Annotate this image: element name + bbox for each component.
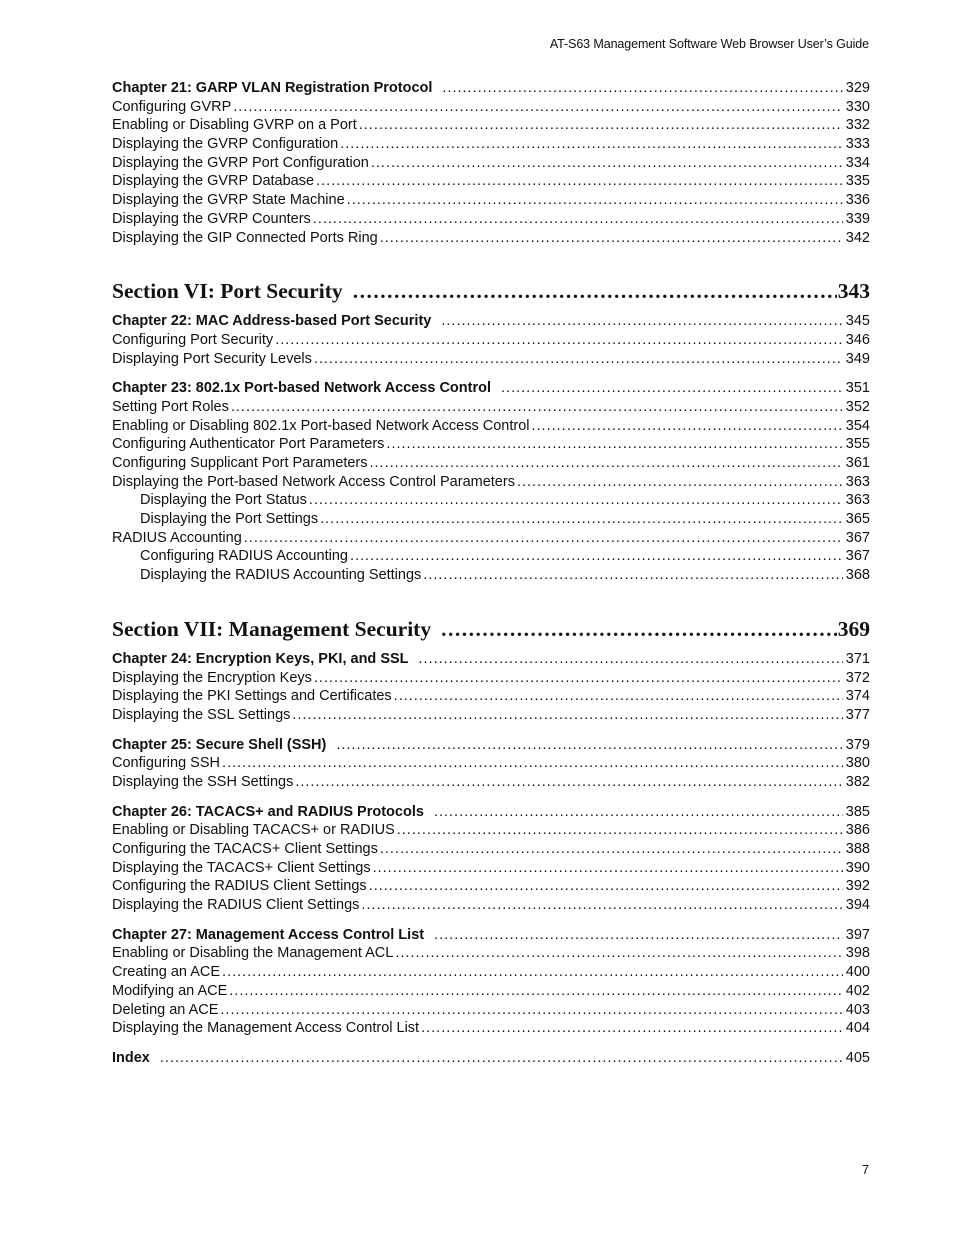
page-number: 7 [862,1163,869,1177]
toc-entry-title: Configuring Supplicant Port Parameters [112,455,368,471]
dot-leader [222,754,843,773]
dot-leader [442,79,842,98]
toc-entry-page-number: 367 [845,529,870,546]
dot-leader [295,773,842,792]
toc-chapter-entry-page-number: 345 [845,313,870,330]
dot-leader [231,398,843,417]
toc-entry[interactable] [112,417,870,436]
toc-entry[interactable] [112,454,870,473]
toc-entry-page-number: 354 [845,417,870,434]
toc-entry-title: Configuring Authenticator Port Parameters [112,436,385,453]
toc-entry-title: Displaying the GVRP Counters [112,210,311,227]
toc-entry[interactable] [112,877,870,896]
toc-entry[interactable] [112,754,870,773]
toc-entry-page-number: 394 [845,897,870,914]
toc-entry-page-number: 352 [845,398,870,415]
toc-entry[interactable] [112,840,870,859]
toc-chapter-entry-page-number: 379 [845,736,870,753]
dot-leader [347,191,843,210]
toc-entry-title: Deleting an ACE [112,1001,219,1018]
toc-entry-title: Displaying the SSH Settings [112,773,294,790]
toc-entry[interactable] [112,135,870,154]
toc-chapter-entry[interactable] [112,379,870,398]
dot-leader [373,859,843,878]
toc-entry-title: Displaying the Port Status [140,492,307,509]
dot-leader [353,277,837,305]
toc-entry-page-number: 380 [845,755,870,772]
toc-entry-title: Displaying the TACACS+ Client Settings [112,859,371,876]
toc-entry-page-number: 392 [845,878,870,895]
toc-entry-page-number: 388 [845,841,870,857]
toc-section-entry[interactable] [112,615,870,643]
toc-entry-title: Displaying the RADIUS Accounting Settings [140,567,422,584]
toc-entry[interactable] [112,398,870,417]
dot-leader [395,944,842,963]
dot-leader [441,615,837,643]
toc-entry[interactable] [112,896,870,915]
toc-entry-title: Setting Port Roles [112,398,229,415]
dot-leader [423,566,843,585]
toc-entry[interactable] [112,210,870,229]
toc-entry-page-number: 400 [845,964,870,981]
toc-entry[interactable] [112,331,870,350]
toc-entry-title: Displaying the Management Access Control List [112,1020,420,1037]
toc-entry-page-number: 382 [845,773,870,790]
toc-entry-page-number: 368 [845,567,870,584]
toc-chapter-entry-title: Chapter 24: Encryption Keys, PKI, and SSL [112,650,409,667]
toc-entry[interactable] [112,547,870,566]
dot-leader [336,736,842,755]
dot-leader [220,1001,842,1020]
toc-entry-page-number: 398 [845,945,870,962]
toc-entry-title: Displaying the GVRP Port Configuration [112,154,369,171]
toc-entry[interactable] [112,566,870,585]
toc-entry-title: Displaying the Port Settings [140,511,319,528]
dot-leader [292,706,842,725]
dot-leader [314,669,843,688]
toc-entry[interactable] [112,98,870,117]
toc-entry-page-number: 363 [845,492,870,509]
dot-leader [370,454,843,473]
toc-entry-title: Configuring GVRP [112,98,232,115]
dot-leader [501,379,843,398]
toc-chapter-entry-page-number: 351 [845,380,870,397]
toc-chapter-entry-title: Chapter 25: Secure Shell (SSH) [112,736,327,753]
dot-leader [275,331,843,350]
toc-entry-page-number: 386 [845,822,870,839]
toc-entry[interactable] [112,1019,870,1038]
dot-leader [371,154,843,173]
toc-section-entry-page-number: 343 [837,279,870,304]
toc-entry-page-number: 374 [845,688,870,705]
toc-entry[interactable] [112,172,870,191]
toc-entry-title: Modifying an ACE [112,982,228,999]
toc-entry[interactable] [112,529,870,548]
toc-chapter-entry[interactable] [112,1049,870,1068]
toc-entry-title: Configuring SSH [112,755,220,772]
toc-chapter-entry[interactable] [112,803,870,822]
toc-entry-page-number: 333 [845,136,870,153]
dot-leader [380,840,843,859]
toc-entry[interactable] [112,435,870,454]
toc-entry[interactable] [112,473,870,492]
dot-leader [160,1049,843,1068]
dot-leader [419,650,843,669]
toc-entry[interactable] [112,116,870,135]
dot-leader [386,435,842,454]
toc-entry-page-number: 403 [845,1001,870,1018]
toc-chapter-entry-title: Chapter 23: 802.1x Port-based Network Access Control [112,380,492,397]
toc-entry-title: Displaying the GVRP Configuration [112,136,339,153]
dot-leader [316,172,843,191]
dot-leader [394,687,843,706]
toc-entry-page-number: 372 [845,669,870,686]
toc-entry-page-number: 334 [845,154,870,171]
dot-leader [369,877,843,896]
toc-entry-page-number: 349 [845,350,870,367]
dot-leader [233,98,843,117]
toc-entry-title: Enabling or Disabling the Management ACL [112,945,394,962]
running-header: AT-S63 Management Software Web Browser User’s Guide [549,37,869,51]
toc-entry[interactable] [112,821,870,840]
dot-leader [517,473,843,492]
dot-leader [320,510,843,529]
toc-entry-page-number: 355 [845,436,870,453]
dot-leader [222,963,843,982]
dot-leader [434,803,843,822]
toc-section-entry[interactable] [112,277,870,305]
toc-chapter-entry-page-number: 405 [845,1049,870,1066]
toc-chapter-entry-title: Chapter 26: TACACS+ and RADIUS Protocols [112,803,424,820]
toc-entry[interactable] [112,773,870,792]
toc-entry-page-number: 402 [845,982,870,999]
toc-entry-title: Displaying the RADIUS Client Settings [112,897,360,914]
toc-entry-page-number: 377 [845,706,870,723]
toc-entry-page-number: 390 [845,859,870,876]
toc-chapter-entry-title: Chapter 27: Management Access Control List [112,926,425,943]
dot-leader [314,350,843,369]
toc-chapter-entry-page-number: 397 [845,926,870,943]
dot-leader [229,982,843,1001]
toc-entry-page-number: 346 [845,331,870,348]
toc-entry-page-number: 361 [845,455,870,471]
toc-entry[interactable] [112,350,870,369]
toc-entry-title: Configuring the TACACS+ Client Settings [112,841,378,857]
toc-entry-title: Displaying the Encryption Keys [112,669,312,686]
toc-entry-page-number: 367 [845,548,870,565]
toc-entry-title: Displaying the PKI Settings and Certificates [112,688,392,705]
dot-leader [313,210,843,229]
toc-entry-title: Displaying the Port-based Network Access Control Parameters [112,473,515,490]
toc-entry-title: Displaying the SSL Settings [112,706,291,723]
toc-chapter-entry-page-number: 329 [845,80,870,96]
toc-chapter-entry-title: Index [112,1049,150,1066]
table-of-contents [112,79,870,1068]
toc-chapter-entry-page-number: 385 [845,803,870,820]
toc-entry-page-number: 342 [845,229,870,246]
toc-entry-page-number: 339 [845,210,870,227]
toc-entry-title: Enabling or Disabling 802.1x Port-based Network Access Control [112,417,530,434]
toc-entry-title: Configuring RADIUS Accounting [140,548,348,565]
toc-entry-title: Enabling or Disabling GVRP on a Port [112,117,357,134]
toc-entry[interactable] [112,706,870,725]
toc-entry-title: Configuring Port Security [112,331,274,348]
toc-entry-title: Displaying the GVRP State Machine [112,192,345,209]
toc-entry[interactable] [112,510,870,529]
dot-leader [441,312,842,331]
toc-section-entry-title: Section VI: Port Security [112,279,343,304]
toc-chapter-entry[interactable] [112,650,870,669]
dot-leader [421,1019,843,1038]
toc-entry-title: Creating an ACE [112,964,221,981]
dot-leader [309,491,843,510]
toc-entry-page-number: 363 [845,473,870,490]
toc-entry[interactable] [112,1001,870,1020]
toc-entry[interactable] [112,154,870,173]
dot-leader [340,135,843,154]
toc-entry[interactable] [112,229,870,248]
dot-leader [380,229,843,248]
dot-leader [532,417,843,436]
toc-entry-title: RADIUS Accounting [112,529,242,546]
dot-leader [350,547,843,566]
toc-entry-page-number: 404 [845,1020,870,1037]
dot-leader [361,896,842,915]
toc-section-entry-title: Section VII: Management Security [112,616,432,641]
dot-leader [434,926,843,945]
toc-entry-title: Displaying Port Security Levels [112,350,312,367]
toc-entry[interactable] [112,669,870,688]
dot-leader [397,821,843,840]
toc-entry-title: Displaying the GVRP Database [112,173,315,190]
toc-entry-title: Enabling or Disabling TACACS+ or RADIUS [112,822,395,839]
toc-section-entry-page-number: 369 [837,616,870,641]
toc-entry[interactable] [112,859,870,878]
toc-chapter-entry[interactable] [112,79,870,98]
toc-entry[interactable] [112,944,870,963]
toc-chapter-entry[interactable] [112,312,870,331]
toc-entry-page-number: 335 [845,173,870,190]
dot-leader [244,529,843,548]
toc-entry-page-number: 330 [845,98,870,115]
toc-entry[interactable] [112,191,870,210]
toc-chapter-entry-title: Chapter 21: GARP VLAN Registration Protocol [112,80,433,96]
toc-entry[interactable] [112,687,870,706]
toc-entry-title: Displaying the GIP Connected Ports Ring [112,229,378,246]
toc-entry[interactable] [112,963,870,982]
toc-chapter-entry-page-number: 371 [845,650,870,667]
toc-entry-page-number: 365 [845,511,870,528]
toc-entry[interactable] [112,982,870,1001]
toc-entry-title: Configuring the RADIUS Client Settings [112,878,367,895]
toc-chapter-entry[interactable] [112,926,870,945]
dot-leader [359,116,843,135]
toc-chapter-entry-title: Chapter 22: MAC Address-based Port Security [112,313,432,330]
toc-entry-page-number: 332 [845,117,870,134]
toc-chapter-entry[interactable] [112,736,870,755]
toc-entry-page-number: 336 [845,192,870,209]
toc-entry[interactable] [112,491,870,510]
